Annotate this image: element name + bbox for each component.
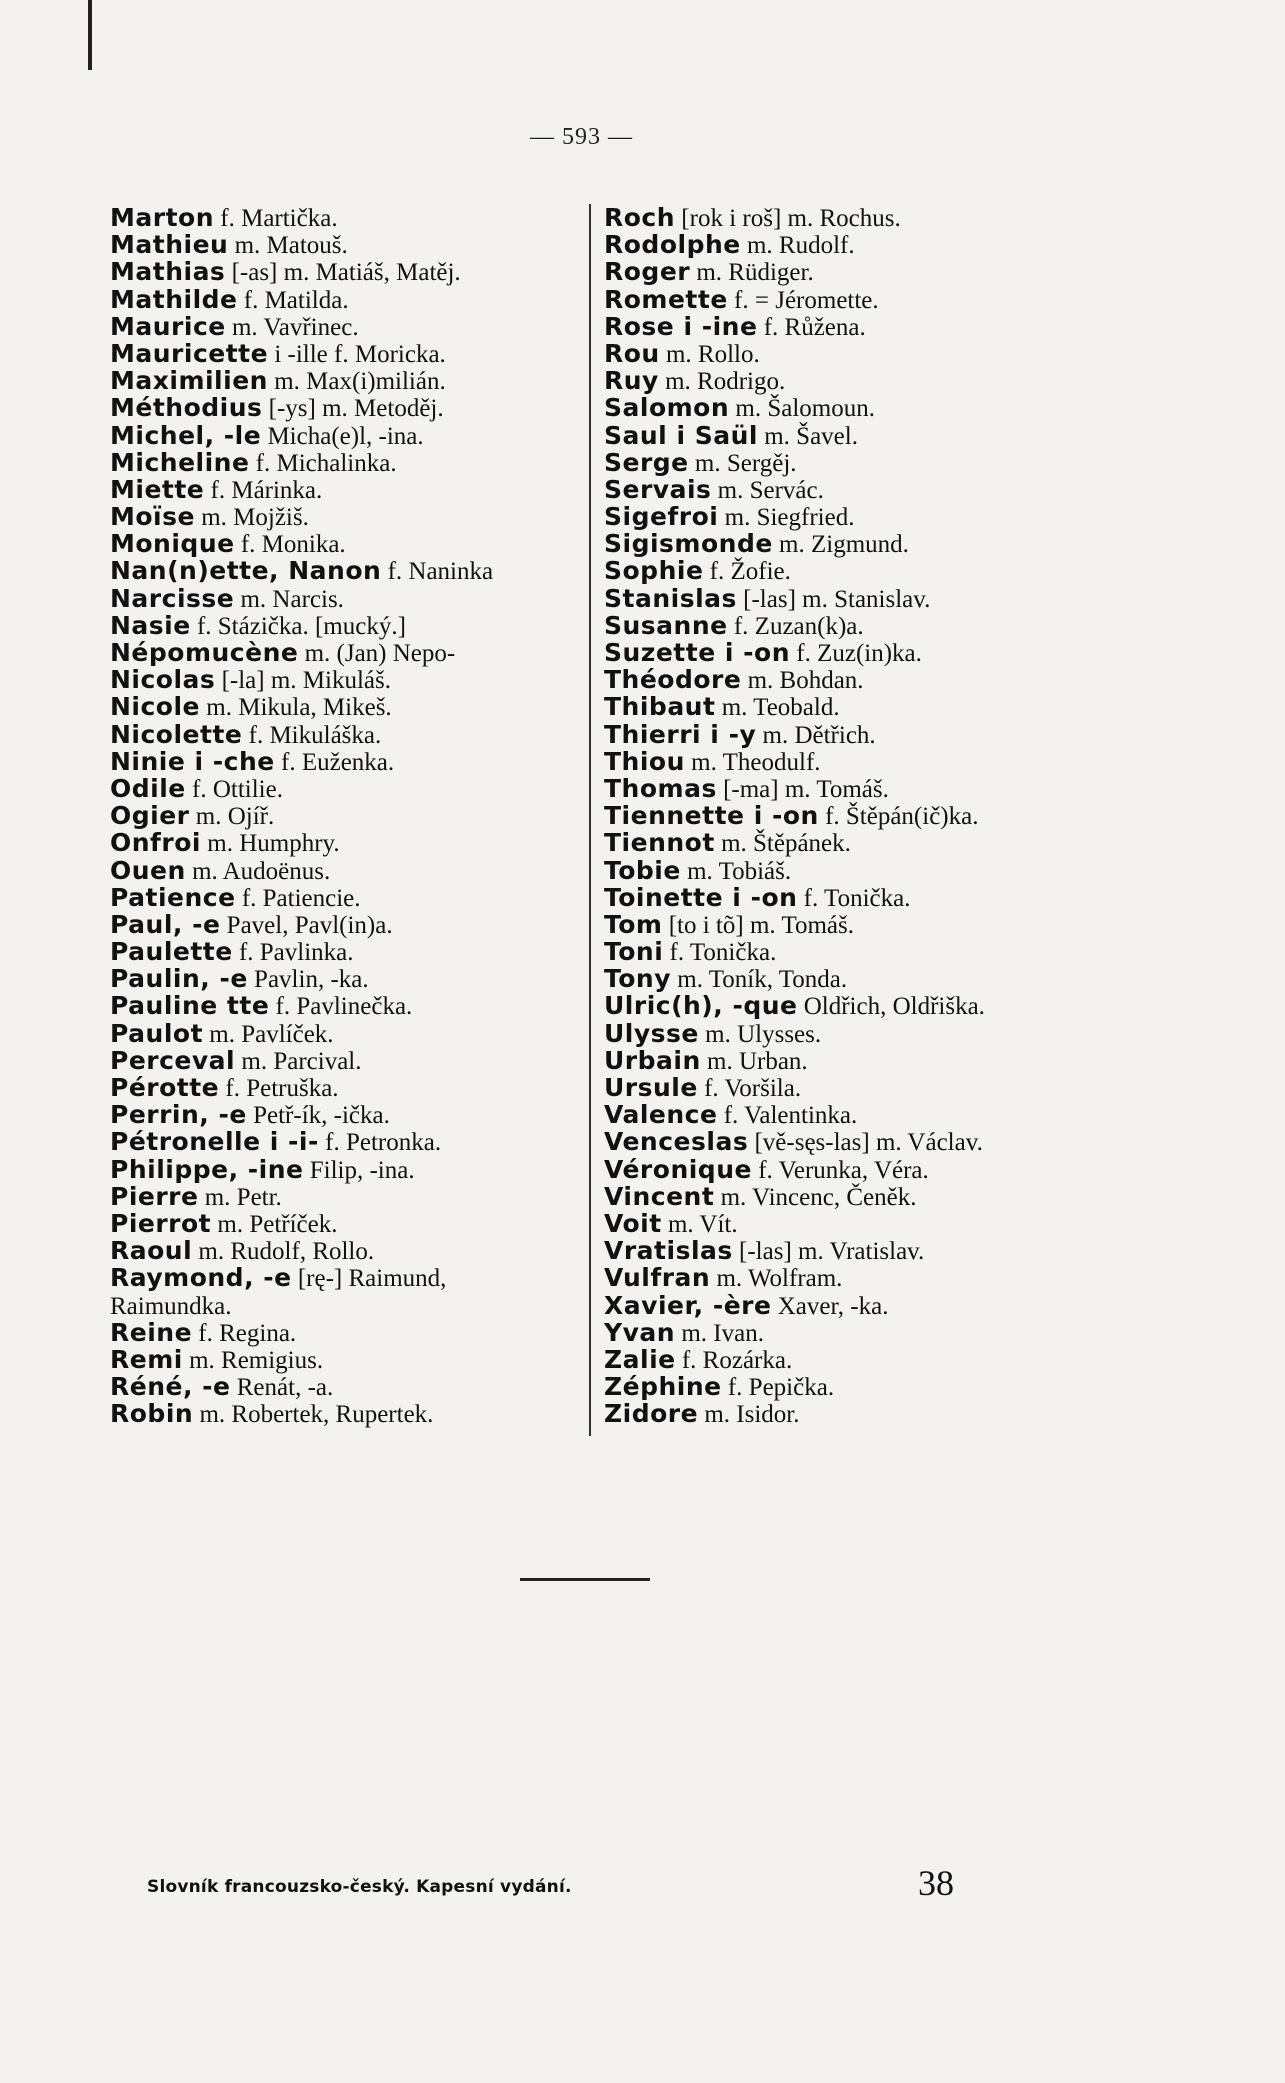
entry-headword: Romette (604, 284, 728, 314)
entry-headword: Tiennot (604, 828, 715, 858)
entry-definition: f. Žofie. (703, 558, 791, 586)
entry-headword: Marton (110, 203, 215, 232)
dictionary-entry (604, 449, 1104, 476)
dictionary-entry (604, 503, 1104, 530)
entry-definition: m. Ulysses. (698, 1020, 822, 1048)
dictionary-entry (604, 965, 1104, 992)
entry-headword: Sigefroi (604, 502, 719, 532)
entry-headword: Micheline (110, 447, 250, 477)
entry-definition: [vě-sęs-las] m. Václav. (748, 1129, 983, 1157)
dictionary-entry (110, 666, 590, 693)
dictionary-entry (110, 965, 590, 992)
entry-headword: Voit (604, 1208, 662, 1238)
page-number: — 593 — (530, 124, 633, 150)
dictionary-entry (110, 884, 590, 911)
entry-definition: Petř-ík, -ička. (246, 1102, 390, 1130)
entry-headword: Sophie (604, 556, 704, 586)
dictionary-entry (110, 1101, 590, 1128)
entry-definition: i -ille f. Moricka. (268, 340, 446, 368)
entry-definition: f. Stázička. [mucký.] (190, 612, 406, 640)
entry-headword: Venceslas (604, 1127, 749, 1157)
entry-definition: m. Servác. (711, 476, 824, 504)
dictionary-entry (604, 1020, 1104, 1047)
entry-headword: Michel, -le (110, 420, 262, 450)
entry-definition: f. Zuz(in)ka. (790, 640, 922, 667)
entry-definition: f. Petronka. (318, 1129, 442, 1157)
entry-headword: Philippe, -ine (110, 1154, 304, 1184)
entry-headword: Tobie (604, 855, 681, 885)
entry-headword: Zidore (604, 1399, 699, 1429)
entry-headword: Tony (604, 964, 672, 994)
entry-definition: Filip, -ina. (303, 1156, 415, 1184)
entry-definition: [-as] m. Matiáš, Matěj. (225, 259, 461, 287)
entry-definition: f. Voršila. (697, 1075, 802, 1102)
dictionary-entry (110, 1400, 590, 1427)
entry-definition: m. Audoënus. (185, 857, 331, 885)
entry-headword: Paulot (110, 1018, 204, 1048)
dictionary-entry (604, 829, 1104, 856)
entry-definition: f. Patiencie. (235, 884, 361, 912)
entry-definition: f. Zuzan(k)a. (727, 612, 864, 640)
entry-headword: Roger (604, 257, 691, 287)
entry-definition: f. Martička. (214, 205, 338, 232)
dictionary-entry (604, 666, 1104, 693)
dictionary-entry (110, 367, 590, 394)
entry-definition: [rok i roš] m. Rochus. (675, 205, 901, 232)
entry-headword: Tiennette i -on (604, 801, 819, 831)
entry-definition: m. Rüdiger. (690, 259, 814, 287)
dictionary-entry (604, 721, 1104, 748)
dictionary-entry (110, 1292, 590, 1319)
entry-definition: [rę-] Raimund, (291, 1265, 447, 1293)
dictionary-entry (604, 802, 1104, 829)
dictionary-entry (604, 204, 1104, 231)
entry-headword: Rou (604, 338, 660, 368)
entry-headword: Mathilde (110, 284, 238, 314)
entry-headword: Suzette i -on (604, 638, 790, 667)
entry-definition: [-ma] m. Tomáš. (716, 775, 889, 803)
entry-headword: Robin (110, 1399, 194, 1429)
dictionary-entry (110, 557, 590, 584)
entry-definition: m. Tobiáš. (680, 857, 792, 885)
dictionary-entry (110, 639, 590, 666)
dictionary-entry (110, 530, 590, 557)
entry-headword: Véronique (604, 1154, 752, 1184)
entry-definition: m. Rodrigo. (658, 368, 786, 396)
entry-headword: Pérotte (110, 1073, 220, 1102)
dictionary-entry (604, 422, 1104, 449)
entry-headword: Raymond, -e (110, 1263, 292, 1293)
entry-definition: m. Remigius. (182, 1346, 324, 1374)
section-separator (520, 1578, 650, 1581)
dictionary-entry (110, 503, 590, 530)
dictionary-entry (110, 585, 590, 612)
entry-headword: Maximilien (110, 366, 268, 396)
entry-headword: Moïse (110, 502, 195, 532)
dictionary-entry (110, 394, 590, 421)
dictionary-entry (604, 1292, 1104, 1319)
entry-headword: Thibaut (604, 692, 716, 722)
dictionary-entry (604, 992, 1104, 1019)
entry-headword: Ursule (604, 1073, 698, 1102)
entry-headword: Nan(n)ette, Nanon (110, 556, 382, 586)
entry-definition: Raimundka. (110, 1292, 232, 1320)
entry-headword: Paul, -e (110, 909, 221, 939)
entry-headword: Xavier, -ère (604, 1290, 772, 1320)
entry-headword: Ninie i -che (110, 746, 275, 776)
dictionary-entry (110, 476, 590, 503)
dictionary-entry (604, 367, 1104, 394)
entry-headword: Ogier (110, 801, 190, 831)
entry-definition: [-ys] m. Metoděj. (262, 395, 444, 423)
dictionary-entry (110, 1156, 590, 1183)
entry-definition: f. Monika. (234, 531, 346, 559)
dictionary-entry (604, 286, 1104, 313)
dictionary-entry (110, 938, 590, 965)
entry-headword: Nicolette (110, 719, 243, 749)
left-column (110, 204, 590, 1427)
entry-definition: m. Petr. (198, 1183, 282, 1211)
dictionary-entry (604, 231, 1104, 258)
entry-definition: m. Vavřinec. (225, 313, 359, 341)
entry-definition: f. Štěpán(ič)ka. (818, 803, 979, 831)
entry-definition: m. (Jan) Nepo- (298, 640, 456, 667)
entry-headword: Tom (604, 909, 663, 939)
entry-headword: Vincent (604, 1181, 715, 1211)
entry-headword: Théodore (604, 665, 742, 695)
entry-definition: m. Vít. (661, 1210, 738, 1238)
entry-definition: m. Bohdan. (741, 667, 864, 695)
entry-definition: m. Narcis. (234, 585, 344, 613)
entry-definition: [to i tõ] m. Tomáš. (662, 911, 854, 939)
entry-definition: m. Mikula, Mikeš. (200, 694, 392, 722)
entry-definition: f. = Jéromette. (727, 286, 879, 314)
dictionary-entry (604, 1156, 1104, 1183)
entry-headword: Méthodius (110, 393, 263, 423)
entry-definition: m. Humphry. (201, 830, 340, 858)
entry-headword: Ruy (604, 366, 659, 396)
entry-headword: Vulfran (604, 1263, 711, 1293)
dictionary-entry (604, 693, 1104, 720)
dictionary-entry (604, 1128, 1104, 1155)
entry-definition: m. Šavel. (757, 422, 858, 450)
dictionary-entry (110, 1020, 590, 1047)
entry-headword: Pierrot (110, 1208, 212, 1238)
dictionary-entry (604, 1264, 1104, 1291)
entry-headword: Onfroi (110, 828, 202, 858)
dictionary-entry (110, 748, 590, 775)
entry-headword: Valence (604, 1100, 718, 1130)
entry-definition: m. Max(i)milián. (267, 368, 446, 396)
entry-headword: Ulric(h), -que (604, 991, 798, 1021)
footer-signature-number: 38 (918, 1863, 954, 1903)
dictionary-entry (604, 1183, 1104, 1210)
dictionary-entry (110, 857, 590, 884)
entry-definition: Pavel, Pavl(in)a. (220, 911, 393, 939)
entry-headword: Rodolphe (604, 230, 741, 260)
entry-definition: f. Rozárka. (675, 1346, 793, 1374)
dictionary-entry (604, 1373, 1104, 1400)
dictionary-entry (604, 258, 1104, 285)
entry-definition: f. Pepička. (721, 1374, 835, 1402)
entry-headword: Ouen (110, 855, 186, 885)
entry-headword: Stanislas (604, 583, 737, 613)
entry-definition: f. Valentinka. (717, 1102, 858, 1130)
dictionary-entry (110, 1128, 590, 1155)
entry-headword: Patience (110, 882, 236, 912)
entry-headword: Paulette (110, 937, 233, 967)
entry-headword: Reine (110, 1317, 193, 1347)
entry-definition: Micha(e)l, -ina. (261, 422, 424, 450)
entry-headword: Toinette i -on (604, 882, 798, 912)
dictionary-entry (604, 1400, 1104, 1427)
entry-definition: m. Mojžiš. (194, 504, 309, 532)
entry-headword: Nasie (110, 610, 191, 640)
entry-definition: Xaver, -ka. (771, 1292, 889, 1320)
dictionary-entry (110, 1183, 590, 1210)
entry-headword: Népomucène (110, 638, 299, 667)
dictionary-entry (110, 829, 590, 856)
entry-definition: m. Matouš. (228, 232, 348, 260)
entry-definition: f. Márinka. (204, 476, 323, 504)
entry-definition: m. Wolfram. (710, 1265, 843, 1293)
entry-headword: Saul i Saül (604, 420, 758, 450)
entry-headword: Ulysse (604, 1018, 699, 1048)
dictionary-entry (604, 884, 1104, 911)
entry-headword: Remi (110, 1344, 183, 1374)
entry-headword: Nicole (110, 692, 201, 722)
dictionary-entry (110, 612, 590, 639)
entry-headword: Maurice (110, 311, 226, 341)
dictionary-entry (110, 449, 590, 476)
column-divider (589, 204, 591, 1436)
margin-mark (88, 0, 92, 70)
entry-headword: Rose i -ine (604, 311, 758, 341)
entry-headword: Paulin, -e (110, 964, 248, 994)
dictionary-entry (110, 1047, 590, 1074)
entry-definition: f. Tonička. (797, 884, 911, 912)
entry-headword: Pierre (110, 1181, 199, 1211)
dictionary-entry (110, 313, 590, 340)
entry-definition: f. Pavlinka. (232, 939, 354, 967)
entry-headword: Miette (110, 474, 205, 504)
entry-definition: f. Michalinka. (249, 449, 397, 477)
entry-headword: Sigismonde (604, 529, 773, 559)
entry-definition: [-la] m. Mikuláš. (215, 667, 391, 695)
entry-definition: m. Rollo. (659, 340, 760, 368)
entry-headword: Odile (110, 773, 186, 803)
dictionary-entry (604, 612, 1104, 639)
entry-definition: m. Vincenc, Čeněk. (714, 1183, 917, 1211)
dictionary-entry (604, 585, 1104, 612)
right-column (604, 204, 1104, 1427)
entry-headword: Zalie (604, 1344, 676, 1374)
entry-headword: Salomon (604, 393, 730, 423)
entry-definition: m. Siegfried. (718, 504, 855, 532)
dictionary-entry (604, 340, 1104, 367)
dictionary-entry (110, 1346, 590, 1373)
entry-definition: m. Zigmund. (772, 531, 909, 559)
entry-headword: Thomas (604, 773, 717, 803)
dictionary-entry (110, 1319, 590, 1346)
entry-definition: f. Růžena. (757, 313, 866, 341)
entry-headword: Réné, -e (110, 1372, 231, 1402)
entry-definition: m. Toník, Tonda. (671, 966, 848, 994)
dictionary-entry (604, 938, 1104, 965)
dictionary-entry (110, 1074, 590, 1101)
dictionary-entry (604, 476, 1104, 503)
dictionary-entry (110, 340, 590, 367)
entry-definition: m. Robertek, Rupertek. (193, 1401, 434, 1429)
entry-definition: m. Ojíř. (189, 803, 275, 831)
entry-definition: f. Mikuláška. (242, 721, 382, 749)
entry-definition: m. Pavlíček. (203, 1020, 334, 1048)
entry-headword: Pétronelle i -i- (110, 1127, 319, 1157)
entry-headword: Pauline tte (110, 991, 270, 1021)
dictionary-entry (604, 911, 1104, 938)
entry-headword: Mathieu (110, 230, 229, 260)
entry-definition: f. Verunka, Véra. (751, 1156, 929, 1184)
entry-headword: Monique (110, 529, 235, 559)
dictionary-entry (110, 1210, 590, 1237)
entry-definition: m. Urban. (700, 1047, 808, 1075)
entry-definition: f. Tonička. (663, 939, 777, 967)
entry-headword: Perceval (110, 1045, 236, 1075)
dictionary-entry (110, 992, 590, 1019)
entry-headword: Nicolas (110, 665, 216, 695)
dictionary-entry (604, 1319, 1104, 1346)
dictionary-entry (604, 1346, 1104, 1373)
entry-definition: f. Naninka (381, 558, 494, 586)
entry-definition: m. Rudolf, Rollo. (192, 1238, 375, 1266)
entry-definition: f. Regina. (192, 1319, 297, 1347)
dictionary-entry (604, 1047, 1104, 1074)
entry-definition: m. Dětřich. (756, 721, 876, 749)
entry-definition: m. Šalomoun. (729, 395, 875, 423)
entry-definition: [-las] m. Vratislav. (732, 1238, 925, 1266)
dictionary-entry (604, 748, 1104, 775)
dictionary-entry (604, 557, 1104, 584)
entry-definition: f. Ottilie. (185, 775, 283, 803)
dictionary-entry (110, 693, 590, 720)
entry-headword: Vratislas (604, 1236, 733, 1266)
entry-headword: Narcisse (110, 583, 235, 613)
entry-definition: [-las] m. Stanislav. (736, 585, 931, 613)
entry-definition: m. Teobald. (715, 694, 840, 722)
entry-definition: f. Petruška. (219, 1075, 339, 1102)
dictionary-entry (110, 802, 590, 829)
dictionary-entry (604, 1101, 1104, 1128)
dictionary-entry (604, 1237, 1104, 1264)
entry-definition: m. Ivan. (675, 1319, 764, 1347)
entry-definition: m. Sergěj. (688, 449, 797, 477)
dictionary-entry (604, 775, 1104, 802)
dictionary-entry (110, 204, 590, 231)
entry-definition: f. Pavlinečka. (269, 993, 413, 1021)
entry-definition: m. Theodulf. (684, 748, 821, 776)
dictionary-entry (110, 1264, 590, 1291)
entry-headword: Thierri i -y (604, 719, 757, 749)
dictionary-entry (110, 775, 590, 802)
dictionary-entry (604, 1074, 1104, 1101)
dictionary-entry (110, 1373, 590, 1400)
dictionary-entry (110, 911, 590, 938)
entry-definition: Renát, -a. (230, 1374, 334, 1402)
dictionary-entry (110, 422, 590, 449)
dictionary-entry (604, 639, 1104, 666)
dictionary-entry (110, 286, 590, 313)
entry-headword: Susanne (604, 610, 728, 640)
entry-headword: Raoul (110, 1236, 193, 1266)
entry-headword: Mathias (110, 257, 226, 287)
dictionary-entry (110, 231, 590, 258)
entry-headword: Toni (604, 937, 664, 967)
entry-headword: Yvan (604, 1317, 676, 1347)
dictionary-entry (110, 721, 590, 748)
dictionary-entry (110, 1237, 590, 1264)
entry-definition: Oldřich, Oldřiška. (797, 993, 985, 1021)
entry-definition: m. Parcival. (235, 1047, 362, 1075)
entry-headword: Servais (604, 474, 712, 504)
dictionary-entry (110, 258, 590, 285)
dictionary-entry (604, 530, 1104, 557)
dictionary-entry (604, 394, 1104, 421)
entry-headword: Mauricette (110, 338, 269, 368)
dictionary-entry (604, 313, 1104, 340)
dictionary-entry (604, 857, 1104, 884)
entry-headword: Zéphine (604, 1372, 722, 1402)
entry-headword: Thiou (604, 746, 685, 776)
entry-headword: Urbain (604, 1045, 701, 1075)
entry-definition: m. Štěpánek. (714, 830, 851, 858)
entry-headword: Roch (604, 203, 676, 232)
footer-title: Slovník francouzsko-český. Kapesní vydání. (147, 1877, 572, 1897)
dictionary-entry (604, 1210, 1104, 1237)
entry-definition: f. Matilda. (237, 286, 349, 314)
entry-headword: Perrin, -e (110, 1100, 247, 1130)
entry-headword: Serge (604, 447, 689, 477)
entry-definition: m. Isidor. (698, 1401, 800, 1429)
entry-definition: m. Petříček. (211, 1210, 338, 1238)
entry-definition: f. Euženka. (274, 748, 395, 776)
entry-definition: m. Rudolf. (740, 232, 855, 260)
entry-definition: Pavlin, -ka. (247, 966, 369, 994)
